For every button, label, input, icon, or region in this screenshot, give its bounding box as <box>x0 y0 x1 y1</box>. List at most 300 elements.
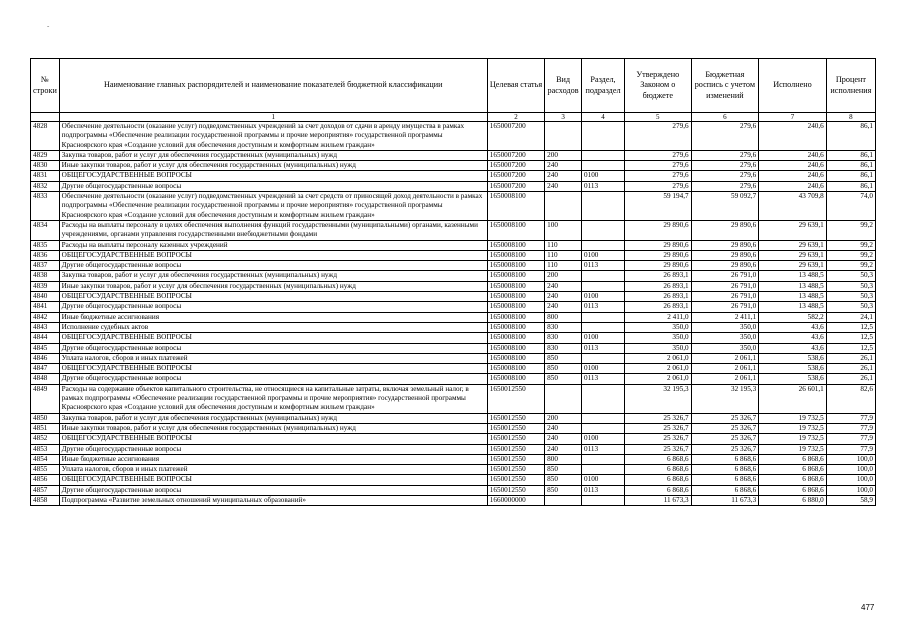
budget-schedule-amount: 25 326,7 <box>691 444 759 454</box>
row-name: Другие общегосударственные вопросы <box>59 181 487 191</box>
execution-percent: 86,1 <box>826 150 875 160</box>
row-name: Другие общегосударственные вопросы <box>59 444 487 454</box>
target-article: 1650012550 <box>487 423 544 433</box>
expense-type: 830 <box>545 322 582 332</box>
executed-amount: 240,6 <box>759 171 827 181</box>
row-name: Иные бюджетные ассигнования <box>59 312 487 322</box>
row-name: ОБЩЕГОСУДАРСТВЕННЫЕ ВОПРОСЫ <box>59 475 487 485</box>
table-row <box>31 322 876 332</box>
target-article: 1650012550 <box>487 485 544 495</box>
execution-percent: 74,0 <box>826 192 875 221</box>
column-number: 5 <box>625 113 692 122</box>
execution-percent: 100,0 <box>826 465 875 475</box>
table-row <box>31 192 876 221</box>
execution-percent: 100,0 <box>826 485 875 495</box>
budget-schedule-amount: 279,6 <box>691 181 759 191</box>
column-number: 6 <box>691 113 759 122</box>
target-article: 1650008100 <box>487 302 544 312</box>
execution-percent: 12,5 <box>826 343 875 353</box>
section-code: 0100 <box>582 292 625 302</box>
column-number: 3 <box>545 113 582 122</box>
target-article: 1650007200 <box>487 181 544 191</box>
approved-amount: 32 195,3 <box>625 384 692 413</box>
expense-type: 240 <box>545 281 582 291</box>
table-row <box>31 161 876 171</box>
budget-schedule-amount: 11 673,3 <box>691 495 759 505</box>
row-name: Исполнение судебных актов <box>59 322 487 332</box>
section-code: 0100 <box>582 250 625 260</box>
row-name: Другие общегосударственные вопросы <box>59 374 487 384</box>
execution-percent: 77,9 <box>826 413 875 423</box>
section-code <box>582 413 625 423</box>
execution-percent: 100,0 <box>826 475 875 485</box>
execution-percent: 77,9 <box>826 423 875 433</box>
table-row <box>31 465 876 475</box>
execution-percent: 50,3 <box>826 302 875 312</box>
expense-type: 240 <box>545 161 582 171</box>
table-row <box>31 444 876 454</box>
budget-schedule-amount: 25 326,7 <box>691 434 759 444</box>
table-row <box>31 353 876 363</box>
row-name: ОБЩЕГОСУДАРСТВЕННЫЕ ВОПРОСЫ <box>59 333 487 343</box>
executed-amount: 13 488,5 <box>759 292 827 302</box>
expense-type: 800 <box>545 312 582 322</box>
budget-schedule-amount: 29 890,6 <box>691 240 759 250</box>
expense-type <box>545 495 582 505</box>
table-row <box>31 250 876 260</box>
executed-amount: 6 868,6 <box>759 475 827 485</box>
executed-amount: 240,6 <box>759 122 827 151</box>
target-article: 1650008100 <box>487 353 544 363</box>
budget-schedule-amount: 59 092,7 <box>691 192 759 221</box>
approved-amount: 279,6 <box>625 161 692 171</box>
approved-amount: 25 326,7 <box>625 444 692 454</box>
expense-type: 240 <box>545 444 582 454</box>
header-cell: Наименование главных распорядителей и наименование показателей бюджетной классификации <box>59 59 487 113</box>
corner-mark: - <box>47 22 50 30</box>
budget-schedule-amount: 350,0 <box>691 333 759 343</box>
target-article: 1650008100 <box>487 333 544 343</box>
section-code <box>582 322 625 332</box>
expense-type: 850 <box>545 465 582 475</box>
table-row <box>31 150 876 160</box>
page-number: 477 <box>861 603 875 612</box>
approved-amount: 279,6 <box>625 171 692 181</box>
target-article: 1660000000 <box>487 495 544 505</box>
row-number: 4853 <box>31 444 60 454</box>
table-row <box>31 312 876 322</box>
budget-schedule-amount: 350,0 <box>691 343 759 353</box>
section-code <box>582 384 625 413</box>
section-code: 0113 <box>582 485 625 495</box>
header-cell: Целевая статья <box>487 59 544 113</box>
expense-type <box>545 192 582 221</box>
expense-type: 200 <box>545 413 582 423</box>
approved-amount: 26 893,1 <box>625 271 692 281</box>
target-article: 1650008100 <box>487 312 544 322</box>
executed-amount: 19 732,5 <box>759 434 827 444</box>
row-name: Иные закупки товаров, работ и услуг для обеспечения государственных (муниципальных) нужд <box>59 281 487 291</box>
approved-amount: 6 868,6 <box>625 465 692 475</box>
execution-percent: 86,1 <box>826 122 875 151</box>
expense-type: 200 <box>545 271 582 281</box>
executed-amount: 538,6 <box>759 374 827 384</box>
section-code: 0100 <box>582 475 625 485</box>
executed-amount: 538,6 <box>759 353 827 363</box>
executed-amount: 19 732,5 <box>759 413 827 423</box>
approved-amount: 6 868,6 <box>625 485 692 495</box>
row-name: ОБЩЕГОСУДАРСТВЕННЫЕ ВОПРОСЫ <box>59 250 487 260</box>
budget-schedule-amount: 350,0 <box>691 322 759 332</box>
column-number: 2 <box>487 113 544 122</box>
row-name: Обеспечение деятельности (оказание услуг) подведомственных учреждений за счет доходов от сдачи в аренду имущества в рамках подпрограммы «Обеспечение реализации государственной программы и прочие мероприятия» государственной программы Красноярского края «Создание условий для обеспечения доступным и комфортным жильем граждан» <box>59 122 487 151</box>
target-article: 1650008100 <box>487 322 544 332</box>
approved-amount: 25 326,7 <box>625 423 692 433</box>
target-article: 1650007200 <box>487 161 544 171</box>
row-number: 4852 <box>31 434 60 444</box>
executed-amount: 13 488,5 <box>759 302 827 312</box>
budget-schedule-amount: 6 868,6 <box>691 485 759 495</box>
row-number: 4848 <box>31 374 60 384</box>
section-code <box>582 271 625 281</box>
execution-percent: 58,9 <box>826 495 875 505</box>
executed-amount: 240,6 <box>759 161 827 171</box>
expense-type: 850 <box>545 485 582 495</box>
execution-percent: 26,1 <box>826 374 875 384</box>
row-number: 4839 <box>31 281 60 291</box>
executed-amount: 6 868,6 <box>759 465 827 475</box>
row-name: Иные бюджетные ассигнования <box>59 454 487 464</box>
budget-schedule-amount: 2 061,1 <box>691 353 759 363</box>
section-code <box>582 423 625 433</box>
executed-amount: 240,6 <box>759 181 827 191</box>
budget-schedule-amount: 279,6 <box>691 161 759 171</box>
row-number: 4840 <box>31 292 60 302</box>
header-cell: Исполнено <box>759 59 827 113</box>
budget-schedule-amount: 25 326,7 <box>691 413 759 423</box>
table-row <box>31 281 876 291</box>
column-number: 4 <box>582 113 625 122</box>
table-body <box>31 122 876 506</box>
row-name: Закупка товаров, работ и услуг для обеспечения государственных (муниципальных) нужд <box>59 271 487 281</box>
approved-amount: 350,0 <box>625 322 692 332</box>
expense-type: 800 <box>545 454 582 464</box>
row-name: ОБЩЕГОСУДАРСТВЕННЫЕ ВОПРОСЫ <box>59 292 487 302</box>
row-name: Уплата налогов, сборов и иных платежей <box>59 465 487 475</box>
section-code: 0113 <box>582 302 625 312</box>
expense-type <box>545 122 582 151</box>
section-code <box>582 161 625 171</box>
approved-amount: 350,0 <box>625 333 692 343</box>
executed-amount: 582,2 <box>759 312 827 322</box>
expense-type: 240 <box>545 292 582 302</box>
execution-percent: 86,1 <box>826 181 875 191</box>
executed-amount: 538,6 <box>759 364 827 374</box>
budget-schedule-amount: 2 061,1 <box>691 364 759 374</box>
expense-type: 850 <box>545 353 582 363</box>
section-code: 0113 <box>582 444 625 454</box>
section-code: 0113 <box>582 374 625 384</box>
table-row <box>31 384 876 413</box>
budget-schedule-amount: 26 791,0 <box>691 281 759 291</box>
budget-schedule-amount: 2 411,1 <box>691 312 759 322</box>
execution-percent: 50,3 <box>826 281 875 291</box>
section-code: 0113 <box>582 343 625 353</box>
expense-type: 240 <box>545 423 582 433</box>
row-number: 4855 <box>31 465 60 475</box>
section-code <box>582 220 625 240</box>
column-number: 8 <box>826 113 875 122</box>
target-article: 1650008100 <box>487 261 544 271</box>
budget-schedule-amount: 279,6 <box>691 150 759 160</box>
table-row <box>31 240 876 250</box>
execution-percent: 50,3 <box>826 271 875 281</box>
row-number: 4842 <box>31 312 60 322</box>
execution-percent: 12,5 <box>826 322 875 332</box>
budget-schedule-amount: 2 061,1 <box>691 374 759 384</box>
expense-type: 240 <box>545 171 582 181</box>
budget-schedule-amount: 29 890,6 <box>691 261 759 271</box>
execution-percent: 86,1 <box>826 161 875 171</box>
section-code <box>582 281 625 291</box>
executed-amount: 19 732,5 <box>759 444 827 454</box>
approved-amount: 279,6 <box>625 181 692 191</box>
table-row <box>31 475 876 485</box>
expense-type: 110 <box>545 261 582 271</box>
executed-amount: 43,6 <box>759 333 827 343</box>
approved-amount: 29 890,6 <box>625 240 692 250</box>
table-row <box>31 181 876 191</box>
row-number: 4850 <box>31 413 60 423</box>
row-name: Другие общегосударственные вопросы <box>59 302 487 312</box>
table-row <box>31 434 876 444</box>
row-number: 4845 <box>31 343 60 353</box>
table-row <box>31 374 876 384</box>
row-name: Другие общегосударственные вопросы <box>59 343 487 353</box>
section-code: 0100 <box>582 364 625 374</box>
table-row <box>31 454 876 464</box>
executed-amount: 19 732,5 <box>759 423 827 433</box>
approved-amount: 279,6 <box>625 122 692 151</box>
approved-amount: 26 893,1 <box>625 281 692 291</box>
header-cell: Раздел, подраздел <box>582 59 625 113</box>
target-article: 1650012550 <box>487 384 544 413</box>
execution-percent: 100,0 <box>826 454 875 464</box>
row-name: Закупка товаров, работ и услуг для обеспечения государственных (муниципальных) нужд <box>59 413 487 423</box>
table-row <box>31 220 876 240</box>
table-row <box>31 485 876 495</box>
target-article: 1650008100 <box>487 240 544 250</box>
section-code <box>582 465 625 475</box>
expense-type <box>545 384 582 413</box>
executed-amount: 43,6 <box>759 343 827 353</box>
target-article: 1650012550 <box>487 444 544 454</box>
executed-amount: 13 488,5 <box>759 271 827 281</box>
approved-amount: 279,6 <box>625 150 692 160</box>
approved-amount: 25 326,7 <box>625 434 692 444</box>
table-row <box>31 122 876 151</box>
row-name: Другие общегосударственные вопросы <box>59 261 487 271</box>
approved-amount: 26 893,1 <box>625 302 692 312</box>
target-article: 1650008100 <box>487 271 544 281</box>
row-number: 4833 <box>31 192 60 221</box>
section-code <box>582 150 625 160</box>
budget-schedule-amount: 25 326,7 <box>691 423 759 433</box>
table-row <box>31 423 876 433</box>
budget-execution-table <box>30 58 876 506</box>
budget-schedule-amount: 26 791,0 <box>691 271 759 281</box>
approved-amount: 2 061,0 <box>625 364 692 374</box>
execution-percent: 50,3 <box>826 292 875 302</box>
row-number: 4830 <box>31 161 60 171</box>
column-number <box>31 113 60 122</box>
executed-amount: 29 639,1 <box>759 220 827 240</box>
table-row <box>31 333 876 343</box>
execution-percent: 26,1 <box>826 353 875 363</box>
execution-percent: 24,1 <box>826 312 875 322</box>
executed-amount: 6 868,6 <box>759 454 827 464</box>
row-number: 4847 <box>31 364 60 374</box>
target-article: 1650012550 <box>487 465 544 475</box>
row-number: 4838 <box>31 271 60 281</box>
approved-amount: 6 868,6 <box>625 454 692 464</box>
table-row <box>31 364 876 374</box>
column-number: 1 <box>59 113 487 122</box>
row-number: 4854 <box>31 454 60 464</box>
expense-type: 850 <box>545 364 582 374</box>
row-number: 4836 <box>31 250 60 260</box>
target-article: 1650008100 <box>487 364 544 374</box>
header-cell: № строки <box>31 59 60 113</box>
target-article: 1650007200 <box>487 122 544 151</box>
row-number: 4856 <box>31 475 60 485</box>
section-code <box>582 353 625 363</box>
target-article: 1650008100 <box>487 281 544 291</box>
budget-schedule-amount: 32 195,3 <box>691 384 759 413</box>
row-number: 4844 <box>31 333 60 343</box>
target-article: 1650012550 <box>487 413 544 423</box>
expense-type: 110 <box>545 240 582 250</box>
row-number: 4828 <box>31 122 60 151</box>
approved-amount: 29 890,6 <box>625 261 692 271</box>
approved-amount: 2 061,0 <box>625 374 692 384</box>
executed-amount: 29 639,1 <box>759 261 827 271</box>
budget-schedule-amount: 26 791,0 <box>691 302 759 312</box>
table-row <box>31 271 876 281</box>
row-number: 4846 <box>31 353 60 363</box>
row-number: 4841 <box>31 302 60 312</box>
header-cell: Процент исполнения <box>826 59 875 113</box>
row-name: Расходы на выплаты персоналу казенных учреждений <box>59 240 487 250</box>
target-article: 1650007200 <box>487 150 544 160</box>
row-name: ОБЩЕГОСУДАРСТВЕННЫЕ ВОПРОСЫ <box>59 171 487 181</box>
column-number: 7 <box>759 113 827 122</box>
approved-amount: 26 893,1 <box>625 292 692 302</box>
target-article: 1650008100 <box>487 192 544 221</box>
executed-amount: 43,6 <box>759 322 827 332</box>
row-name: Расходы на выплаты персоналу в целях обеспечения выполнения функций государственными (муниципальными) органами, казенными учреждениями, органами управления государственными внебюджетными фондами <box>59 220 487 240</box>
table-row <box>31 261 876 271</box>
row-number: 4851 <box>31 423 60 433</box>
approved-amount: 29 890,6 <box>625 220 692 240</box>
executed-amount: 6 880,0 <box>759 495 827 505</box>
header-row <box>31 59 876 113</box>
column-number-row <box>31 113 876 122</box>
approved-amount: 59 194,7 <box>625 192 692 221</box>
row-number: 4835 <box>31 240 60 250</box>
target-article: 1650008100 <box>487 220 544 240</box>
section-code: 0113 <box>582 181 625 191</box>
execution-percent: 86,1 <box>826 171 875 181</box>
table-row <box>31 413 876 423</box>
row-name: Подпрограмма «Развитие земельных отношений муниципальных образований» <box>59 495 487 505</box>
row-number: 4843 <box>31 322 60 332</box>
table-row <box>31 171 876 181</box>
row-name: ОБЩЕГОСУДАРСТВЕННЫЕ ВОПРОСЫ <box>59 434 487 444</box>
execution-percent: 26,1 <box>826 364 875 374</box>
expense-type: 200 <box>545 150 582 160</box>
budget-schedule-amount: 6 868,6 <box>691 454 759 464</box>
section-code <box>582 454 625 464</box>
row-name: Другие общегосударственные вопросы <box>59 485 487 495</box>
approved-amount: 2 411,0 <box>625 312 692 322</box>
row-number: 4849 <box>31 384 60 413</box>
approved-amount: 2 061,0 <box>625 353 692 363</box>
budget-schedule-amount: 26 791,0 <box>691 292 759 302</box>
budget-schedule-amount: 279,6 <box>691 122 759 151</box>
section-code: 0100 <box>582 333 625 343</box>
row-name: Обеспечение деятельности (оказание услуг) подведомственных учреждений за счет средств от приносящей доход деятельности в рамках подпрограммы «Обеспечение реализации государственной программы и прочие мероприятия» государственной программы Красноярского края «Создание условий для обеспечения доступным и комфортным жильем граждан» <box>59 192 487 221</box>
expense-type: 240 <box>545 434 582 444</box>
section-code: 0113 <box>582 261 625 271</box>
table-row <box>31 495 876 505</box>
row-name: ОБЩЕГОСУДАРСТВЕННЫЕ ВОПРОСЫ <box>59 364 487 374</box>
section-code <box>582 495 625 505</box>
section-code: 0100 <box>582 434 625 444</box>
section-code <box>582 192 625 221</box>
approved-amount: 25 326,7 <box>625 413 692 423</box>
approved-amount: 11 673,3 <box>625 495 692 505</box>
approved-amount: 6 868,6 <box>625 475 692 485</box>
execution-percent: 99,2 <box>826 261 875 271</box>
expense-type: 110 <box>545 250 582 260</box>
header-cell: Вид расходов <box>545 59 582 113</box>
header-cell: Бюджетная роспись с учетом изменений <box>691 59 759 113</box>
table-row <box>31 302 876 312</box>
target-article: 1650007200 <box>487 171 544 181</box>
execution-percent: 99,2 <box>826 220 875 240</box>
executed-amount: 43 709,8 <box>759 192 827 221</box>
target-article: 1650012550 <box>487 454 544 464</box>
expense-type: 830 <box>545 333 582 343</box>
budget-schedule-amount: 6 868,6 <box>691 465 759 475</box>
row-number: 4834 <box>31 220 60 240</box>
execution-percent: 99,2 <box>826 250 875 260</box>
approved-amount: 350,0 <box>625 343 692 353</box>
target-article: 1650008100 <box>487 250 544 260</box>
table-row <box>31 343 876 353</box>
target-article: 1650008100 <box>487 292 544 302</box>
row-name: Закупка товаров, работ и услуг для обеспечения государственных (муниципальных) нужд <box>59 150 487 160</box>
executed-amount: 29 639,1 <box>759 240 827 250</box>
target-article: 1650012550 <box>487 434 544 444</box>
row-number: 4858 <box>31 495 60 505</box>
budget-schedule-amount: 29 890,6 <box>691 220 759 240</box>
table-row <box>31 292 876 302</box>
section-code <box>582 122 625 151</box>
target-article: 1650008100 <box>487 343 544 353</box>
row-number: 4832 <box>31 181 60 191</box>
